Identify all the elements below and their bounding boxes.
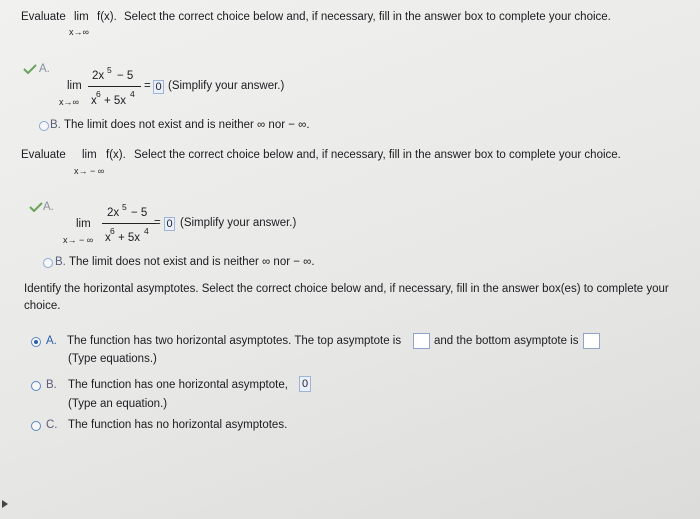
q1-a-numer-exp: 5 — [107, 65, 112, 75]
q1-lim-fn: f(x). — [97, 11, 117, 23]
q1-a-fraction-bar — [88, 86, 141, 87]
q1-a-equals: = — [144, 80, 151, 92]
q3-prompt-line2: choice. — [24, 300, 61, 312]
q3-choice-a-radio[interactable] — [31, 337, 41, 347]
q2-choice-b-text: The limit does not exist and is neither ∞ nor − ∞. — [69, 256, 315, 268]
q2-choice-b-radio[interactable] — [43, 258, 53, 268]
q1-a-numer: 2x — [92, 70, 105, 82]
q1-choice-b-letter: B. — [50, 119, 61, 131]
q1-a-lim-sub: x→∞ — [59, 97, 79, 107]
q2-a-equals: = — [154, 217, 161, 229]
q1-choice-b-text: The limit does not exist and is neither ∞ nor − ∞. — [64, 119, 310, 131]
q2-a-numer-tail: − 5 — [131, 207, 148, 219]
scroll-caret-icon[interactable] — [2, 500, 8, 508]
q3-choice-c-radio[interactable] — [31, 421, 41, 431]
q1-a-denom-tail-exp: 4 — [130, 89, 135, 99]
q1-a-denom-exp: 6 — [96, 89, 101, 99]
q2-a-lim-word: lim — [76, 218, 91, 230]
q3-choice-b-letter: B. — [46, 379, 57, 391]
q1-prompt-post: Select the correct choice below and, if necessary, fill in the answer box to complete your choice. — [124, 11, 611, 23]
q2-prompt-post: Select the correct choice below and, if necessary, fill in the answer box to complete your choice. — [134, 149, 621, 161]
q1-prompt-pre: Evaluate — [21, 11, 66, 23]
q2-lim-word: lim — [82, 149, 97, 161]
q1-choice-a-letter: A. — [39, 63, 50, 75]
q2-choice-a-letter: A. — [43, 201, 54, 213]
q2-lim-fn: f(x). — [106, 149, 126, 161]
q1-a-lim-word: lim — [67, 80, 82, 92]
q2-a-lim-sub: x→ − ∞ — [63, 235, 94, 245]
q2-choice-b-letter: B. — [55, 256, 66, 268]
q2-a-denom: x — [105, 232, 111, 244]
q3-choice-b-hint: (Type an equation.) — [68, 398, 168, 410]
q2-answer-box[interactable]: 0 — [164, 217, 175, 231]
q1-a-denom: x — [91, 95, 97, 107]
q3-choice-a-hint: (Type equations.) — [68, 353, 157, 365]
q3-choice-a-text1: The function has two horizontal asymptotes. The top asymptote is — [67, 335, 402, 347]
q2-a-numer: 2x — [107, 207, 120, 219]
q3-bottom-asymptote-input[interactable] — [583, 333, 600, 349]
q1-choice-b-radio[interactable] — [39, 121, 49, 131]
q3-choice-a-text2: and the bottom asymptote is — [434, 335, 579, 347]
q2-a-denom-exp: 6 — [110, 226, 115, 236]
q1-a-denom-tail: + 5x — [104, 95, 127, 107]
q2-a-denom-tail-exp: 4 — [144, 226, 149, 236]
q2-prompt-pre: Evaluate — [21, 149, 66, 161]
q2-a-fraction-bar — [102, 223, 156, 224]
q2-a-denom-tail: + 5x — [118, 232, 141, 244]
correct-check-icon — [23, 64, 37, 74]
q3-choice-b-text: The function has one horizontal asymptote, — [68, 379, 288, 391]
q3-top-asymptote-input[interactable] — [413, 333, 430, 349]
q2-a-hint: (Simplify your answer.) — [180, 217, 297, 229]
q1-a-numer-tail: − 5 — [117, 70, 134, 82]
q1-answer-box[interactable]: 0 — [153, 80, 164, 94]
q3-choice-c-text: The function has no horizontal asymptotes. — [68, 419, 288, 431]
q3-choice-a-letter: A. — [46, 335, 57, 347]
q3-choice-c-letter: C. — [46, 419, 58, 431]
q1-a-hint: (Simplify your answer.) — [168, 80, 285, 92]
q1-lim-word: lim — [74, 11, 89, 23]
q3-choice-b-radio[interactable] — [31, 381, 41, 391]
correct-check-icon — [29, 202, 43, 212]
q1-lim-sub: x→∞ — [69, 27, 89, 37]
q3-one-asymptote-input[interactable]: 0 — [299, 376, 311, 392]
q3-prompt-line1: Identify the horizontal asymptotes. Select the correct choice below and, if necessary, fill in the answer box(es) to complete your — [24, 283, 669, 295]
q2-a-numer-exp: 5 — [122, 202, 127, 212]
q2-lim-sub: x→ − ∞ — [74, 166, 105, 176]
